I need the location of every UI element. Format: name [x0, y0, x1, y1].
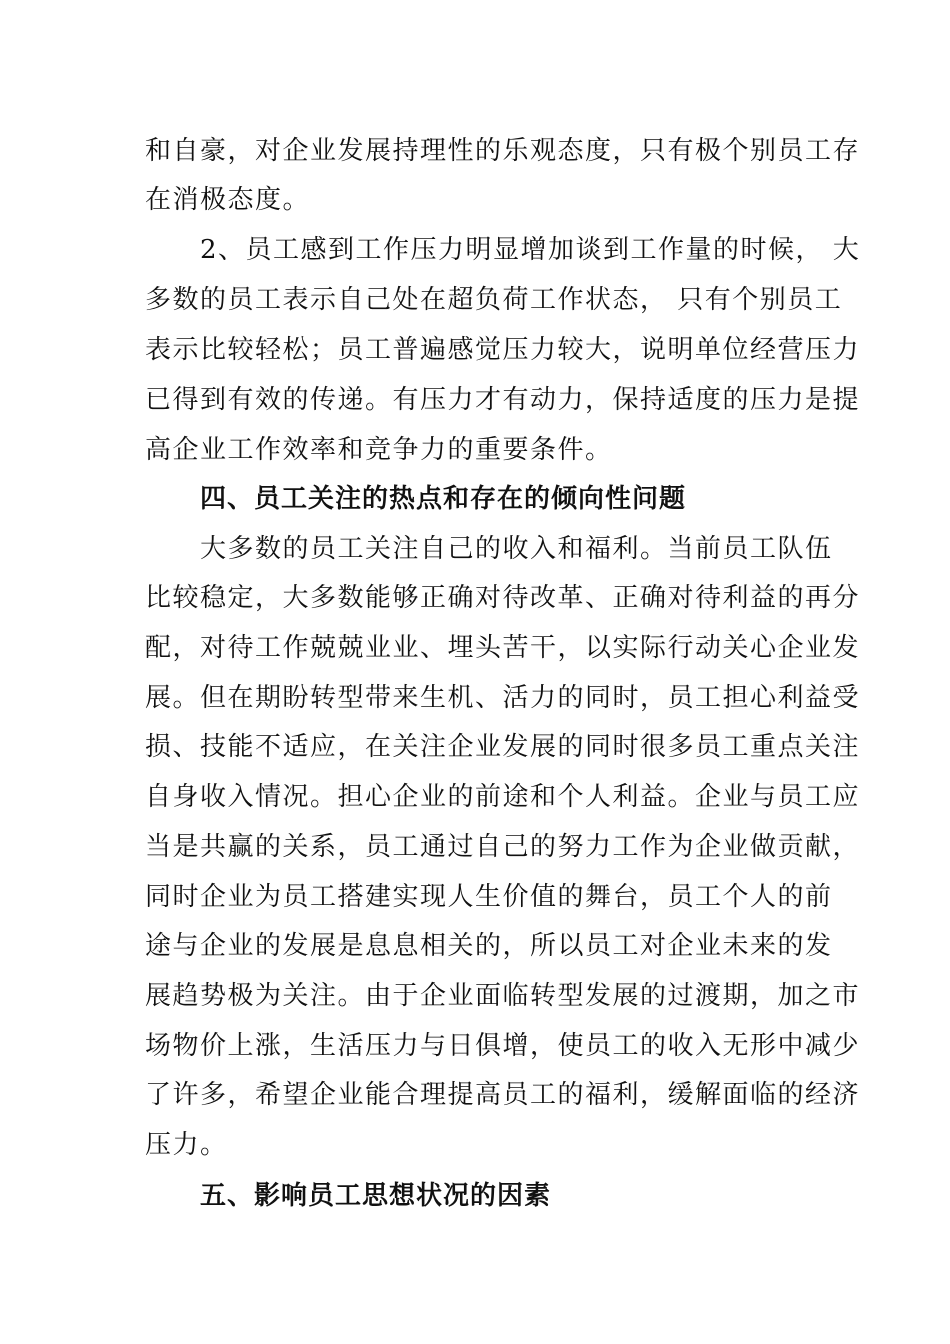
section-4-line-10: 展趋势极为关注。由于企业面临转型发展的过渡期，加之市 — [145, 981, 861, 1011]
paragraph-1-line-2: 在消极态度。 — [145, 185, 311, 215]
section-4-line-13: 压力。 — [145, 1130, 228, 1160]
section-5-heading: 五、影响员工思想状况的因素 — [200, 1181, 552, 1211]
section-4-heading: 四、员工关注的热点和存在的倾向性问题 — [200, 484, 687, 514]
paragraph-1-line-1: 和自豪，对企业发展持理性的乐观态度，只有极个别员工存 — [145, 136, 861, 166]
section-4-line-4: 展。但在期盼转型带来生机、活力的同时，员工担心利益受 — [145, 683, 861, 713]
section-4-line-8: 同时企业为员工搭建实现人生价值的舞台，员工个人的前 — [145, 882, 833, 912]
section-4-line-9: 途与企业的发展是息息相关的，所以员工对企业未来的发 — [145, 931, 833, 961]
section-4-line-1: 大多数的员工关注自己的收入和福利。当前员工队伍 — [200, 534, 833, 564]
paragraph-2-line-5: 高企业工作效率和竞争力的重要条件。 — [145, 435, 613, 465]
section-4-line-5: 损、技能不适应，在关注企业发展的同时很多员工重点关注 — [145, 732, 861, 762]
section-4-line-12: 了许多，希望企业能合理提高员工的福利，缓解面临的经济 — [145, 1080, 861, 1110]
paragraph-2-line-3: 表示比较轻松；员工普遍感觉压力较大，说明单位经营压力 — [145, 335, 861, 365]
section-4-line-2: 比较稳定，大多数能够正确对待改革、正确对待利益的再分 — [145, 583, 861, 613]
paragraph-2-line-4: 已得到有效的传递。有压力才有动力，保持适度的压力是提 — [145, 385, 861, 415]
section-4-line-11: 场物价上涨，生活压力与日俱增，使员工的收入无形中减少 — [145, 1031, 861, 1061]
section-4-line-3: 配，对待工作兢兢业业、埋头苦干，以实际行动关心企业发 — [145, 633, 861, 663]
section-4-line-7: 当是共赢的关系，员工通过自己的努力工作为企业做贡献， — [145, 832, 861, 862]
paragraph-2-line-2: 多数的员工表示自己处在超负荷工作状态， 只有个别员工 — [145, 285, 843, 315]
section-4-line-6: 自身收入情况。担心企业的前途和个人利益。企业与员工应 — [145, 782, 861, 812]
paragraph-2-line-1: 2、员工感到工作压力明显增加谈到工作量的时候， 大 — [200, 235, 861, 265]
